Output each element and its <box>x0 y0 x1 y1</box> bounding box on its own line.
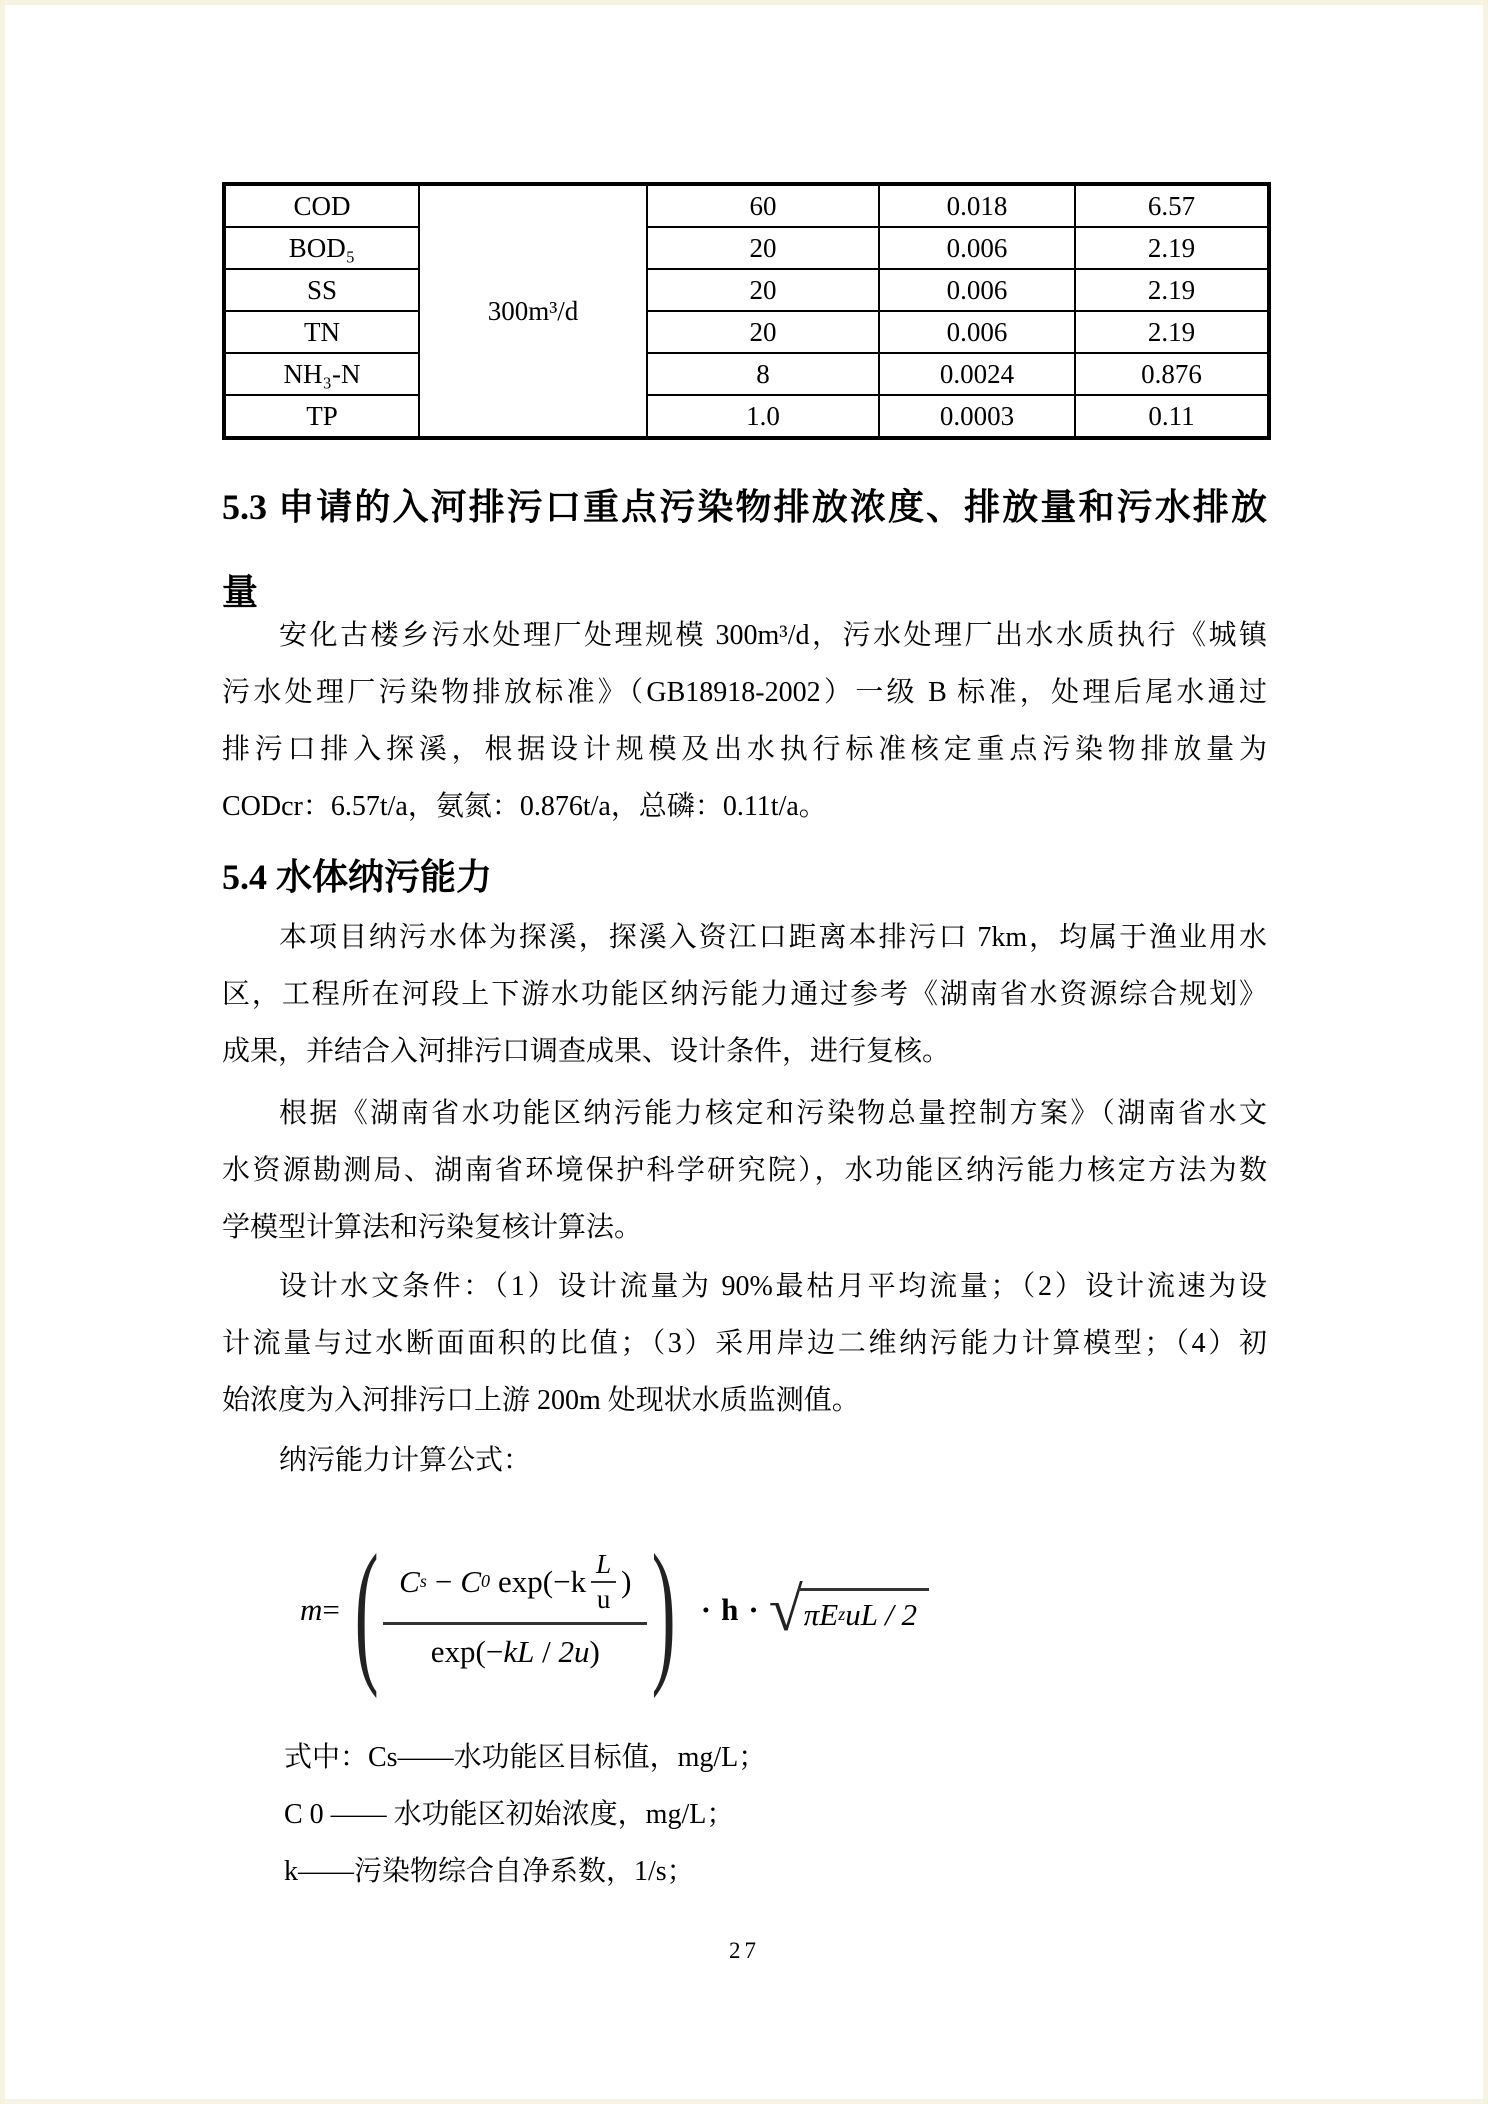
text-line: 安化古楼乡污水处理厂处理规模 300m³/d，污水处理厂出水水质执行《城镇 <box>279 620 1267 651</box>
page-edge-bottom <box>0 2099 1488 2104</box>
concentration-cell: 1.0 <box>647 395 879 438</box>
page-edge-right <box>1483 0 1488 2104</box>
formula-intro-line: 纳污能力计算公式： <box>279 1445 532 1476</box>
rate-cell: 0.006 <box>879 269 1075 311</box>
formula-uL-over-2: uL / 2 <box>845 1596 917 1632</box>
formula-E-sub: z <box>838 1604 846 1624</box>
capacity-formula <box>300 1505 929 1715</box>
text-line: 区，工程所在河段上下游水功能区纳污能力通过参考《湖南省水资源综合规划》 <box>222 979 1267 1010</box>
formula-exp-k: exp(−k <box>498 1563 587 1599</box>
formula-den-exp: exp(− <box>430 1633 504 1669</box>
text-line: 始浓度为入河排污口上游 200m 处现状水质监测值。 <box>222 1385 860 1416</box>
formula-C0-sub: 0 <box>481 1571 491 1591</box>
paragraph-5-4-1 <box>222 909 1267 1080</box>
formula-close-paren: ) <box>652 1521 677 1699</box>
rate-cell: 0.006 <box>879 227 1075 269</box>
formula-denominator <box>431 1625 600 1670</box>
text-line: 成果，并结合入河排污口调查成果、设计条件，进行复核。 <box>222 1036 951 1067</box>
table-row <box>224 227 1269 269</box>
section-5-3-heading-line2: 量 <box>222 572 259 612</box>
formula-Cs: C <box>399 1563 420 1599</box>
text-line: 排污口排入探溪，根据设计规模及出水执行标准核定重点污染物排放量为 <box>222 734 1267 765</box>
annual-cell: 2.19 <box>1075 227 1269 269</box>
formula-radical-sign: √ <box>768 1576 803 1644</box>
formula-u: u <box>596 1583 611 1614</box>
page-number: 27 <box>729 1938 760 1963</box>
text-line: 设计水文条件：（1）设计流量为 90%最枯月平均流量；（2）设计流速为设 <box>279 1271 1267 1302</box>
annual-cell: 6.57 <box>1075 184 1269 227</box>
formula-h: h <box>721 1592 739 1627</box>
table-row <box>224 395 1269 438</box>
annual-cell: 0.11 <box>1075 395 1269 438</box>
formula-den-close: ) <box>589 1633 600 1669</box>
paragraph-5-3 <box>222 607 1267 835</box>
table-row <box>224 353 1269 395</box>
text-line: 水资源勘测局、湖南省环境保护科学研究院），水功能区纳污能力核定方法为数 <box>222 1155 1267 1186</box>
text-line: 学模型计算法和污染复核计算法。 <box>222 1212 643 1243</box>
formula-m: m <box>300 1592 323 1627</box>
pollutant-discharge-table <box>222 182 1271 440</box>
annual-cell: 0.876 <box>1075 353 1269 395</box>
param-cell: BOD₅ <box>224 227 419 269</box>
formula-intro-paragraph <box>222 1432 1267 1489</box>
formula-fraction <box>383 1550 647 1670</box>
concentration-cell: 20 <box>647 227 879 269</box>
rate-cell: 0.0024 <box>879 353 1075 395</box>
text-line: 根据《湖南省水功能区纳污能力核定和污染物总量控制方案》（湖南省水文 <box>279 1098 1267 1129</box>
formula-L-over-u <box>591 1550 616 1613</box>
formula-dot-1: · <box>700 1592 712 1627</box>
formula-L: L <box>591 1550 616 1582</box>
concentration-cell: 8 <box>647 353 879 395</box>
concentration-cell: 20 <box>647 311 879 353</box>
text-line: CODcr：6.57t/a，氨氮：0.876t/a，总磷：0.11t/a。 <box>222 791 827 822</box>
formula-Cs-sub: s <box>419 1571 427 1591</box>
concentration-cell: 60 <box>647 184 879 227</box>
param-cell: TN <box>224 311 419 353</box>
table-row <box>224 184 1269 227</box>
definition-Cs: 式中：Cs——水功能区目标值，mg/L； <box>284 1742 767 1773</box>
param-cell: COD <box>224 184 419 227</box>
definition-C0: C 0 —— 水功能区初始浓度，mg/L； <box>284 1799 735 1830</box>
param-cell: SS <box>224 269 419 311</box>
param-cell: NH₃-N <box>224 353 419 395</box>
formula-open-paren: ( <box>354 1521 379 1699</box>
formula-numerator <box>383 1550 647 1625</box>
paragraph-5-4-3 <box>222 1258 1267 1429</box>
formula-den-slash: / <box>534 1633 559 1669</box>
section-5-3-heading-line1: 5.3 申请的入河排污口重点污染物排放浓度、排放量和污水排放 <box>222 487 1267 527</box>
formula-equals: = <box>322 1592 340 1627</box>
formula-den-2u: 2u <box>558 1633 590 1669</box>
rate-cell: 0.0003 <box>879 395 1075 438</box>
table-row <box>224 269 1269 311</box>
page-edge-left <box>0 0 5 2104</box>
formula-piE: πE <box>803 1596 839 1632</box>
formula-dot-2: · <box>748 1592 759 1627</box>
formula-den-kL: kL <box>503 1633 535 1669</box>
annual-cell: 2.19 <box>1075 311 1269 353</box>
param-cell: TP <box>224 395 419 438</box>
text-line: 计流量与过水断面面积的比值；（3）采用岸边二维纳污能力计算模型；（4）初 <box>222 1328 1267 1359</box>
section-5-4-heading: 5.4 水体纳污能力 <box>222 857 493 897</box>
text-line: 污水处理厂污染物排放标准》（GB18918-2002）一级 B 标准，处理后尾水通过 <box>222 677 1267 708</box>
table-row <box>224 311 1269 353</box>
formula-C0: C <box>460 1563 482 1599</box>
rate-cell: 0.018 <box>879 184 1075 227</box>
flow-cell: 300m³/d <box>419 184 647 438</box>
formula-radicand <box>798 1588 929 1633</box>
formula-minus: − <box>434 1563 453 1599</box>
text-line: 本项目纳污水体为探溪，探溪入资江口距离本排污口 7km，均属于渔业用水 <box>279 922 1267 953</box>
definition-k: k——污染物综合自净系数，1/s； <box>284 1856 695 1887</box>
annual-cell: 2.19 <box>1075 269 1269 311</box>
rate-cell: 0.006 <box>879 311 1075 353</box>
page-edge-top <box>0 0 1488 5</box>
paragraph-5-4-2 <box>222 1085 1267 1256</box>
concentration-cell: 20 <box>647 269 879 311</box>
formula-inner-close: ) <box>621 1563 632 1599</box>
formula-definitions <box>222 1729 1267 1900</box>
